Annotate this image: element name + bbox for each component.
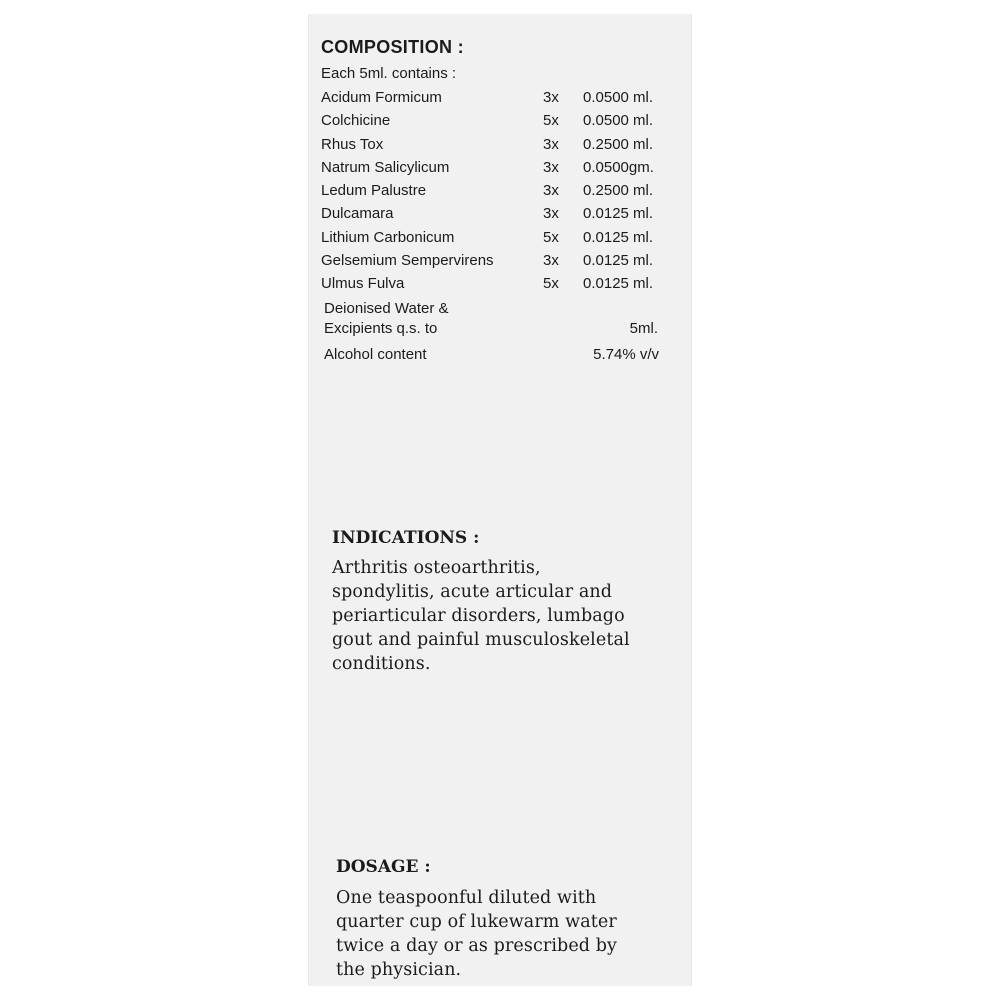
ingredient-potency: 3x [543,205,559,223]
ingredient-name: Ulmus Fulva [321,275,405,293]
ingredient-row [321,249,671,272]
ingredient-potency: 5x [543,112,559,130]
dosage-heading: DOSAGE : [336,857,431,877]
ingredient-name: Colchicine [321,112,391,130]
ingredient-quantity: 0.2500 ml. [583,135,654,153]
ingredient-potency: 3x [543,89,559,106]
composition-intro: Each 5ml. contains : [321,65,457,82]
ingredient-row [321,133,671,156]
base-line-1: Deionised Water & [324,299,449,317]
ingredient-row [321,226,671,249]
ingredient-name: Acidum Formicum [321,89,442,106]
alcohol-label: Alcohol content [324,345,427,363]
ingredient-quantity: 0.0125 ml. [583,228,654,246]
indications-line: conditions. [332,654,431,674]
ingredient-quantity: 0.0125 ml. [583,252,654,270]
base-quantity: 5ml. [629,319,658,337]
dosage-line: quarter cup of lukewarm water [336,912,617,932]
ingredient-name: Dulcamara [321,205,394,223]
dosage-line: One teaspoonful diluted with [336,888,597,908]
ingredient-quantity: 0.0125 ml. [583,205,654,223]
dosage-line: the physician. [336,960,462,980]
dosage-line: twice a day or as prescribed by [336,936,618,956]
ingredient-row [321,86,671,109]
indications-heading: INDICATIONS : [332,528,480,548]
ingredient-quantity: 0.2500 ml. [583,182,654,200]
ingredient-row [321,156,671,179]
ingredient-quantity: 0.0500gm. [583,158,654,176]
ingredient-row [321,179,671,202]
ingredient-row [321,202,671,225]
ingredient-quantity: 0.0500 ml. [583,112,654,130]
composition-table [321,86,671,366]
indications-line: periarticular disorders, lumbago [332,606,625,626]
alcohol-value: 5.74% v/v [593,345,659,363]
ingredient-potency: 3x [543,252,559,270]
ingredient-potency: 3x [543,182,559,200]
alcohol-row [321,344,671,366]
ingredient-name: Gelsemium Sempervirens [321,252,494,270]
ingredient-quantity: 0.0125 ml. [583,275,654,293]
ingredient-row [321,109,671,132]
ingredient-potency: 5x [543,228,559,246]
indications-line: gout and painful musculoskeletal [332,630,630,650]
composition-heading: COMPOSITION : [321,37,464,57]
ingredient-name: Ledum Palustre [321,182,427,200]
base-line-2: Excipients q.s. to [324,319,438,337]
indications-line: spondylitis, acute articular and [332,582,613,602]
ingredient-row [321,272,671,295]
indications-line: Arthritis osteoarthritis, [332,558,541,578]
ingredient-name: Rhus Tox [321,135,384,153]
indications-text [332,556,702,676]
ingredient-potency: 3x [543,135,559,153]
label-panel [308,14,692,986]
ingredient-name: Natrum Salicylicum [321,158,450,176]
dosage-text [336,886,686,982]
base-row [321,300,671,344]
ingredient-quantity: 0.0500 ml. [583,89,654,106]
ingredient-potency: 5x [543,275,559,293]
ingredient-name: Lithium Carbonicum [321,228,455,246]
ingredient-potency: 3x [543,158,559,176]
